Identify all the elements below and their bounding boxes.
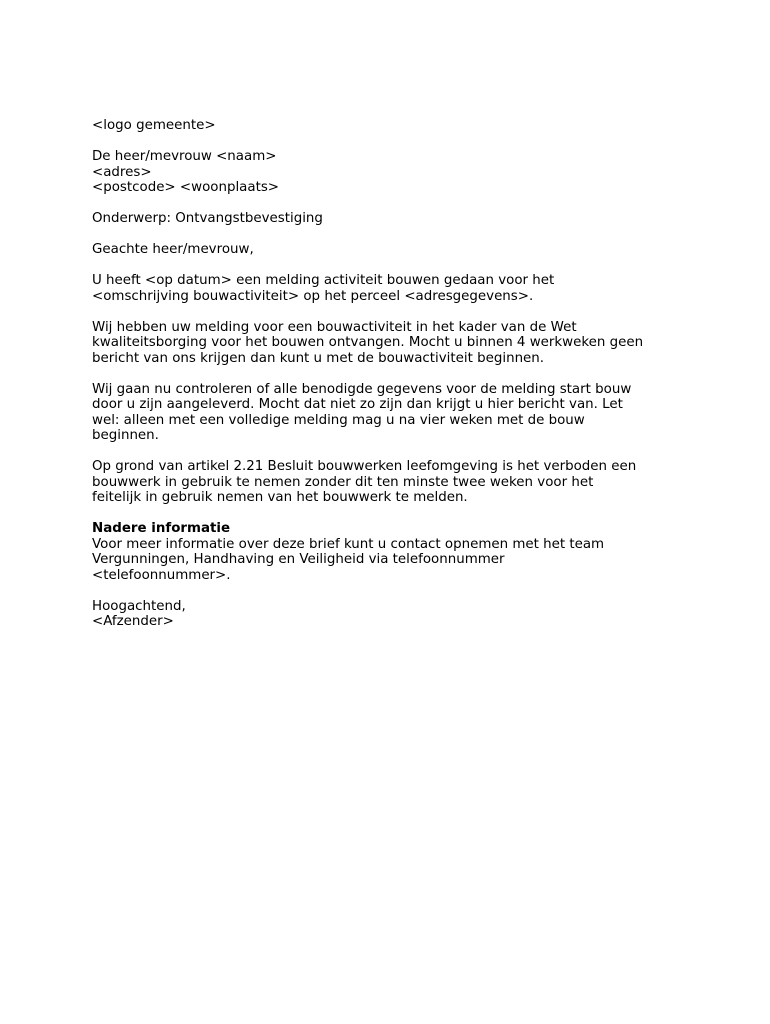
salutation: Geachte heer/mevrouw, [92,242,254,257]
paragraph-line: <omschrijving bouwactiviteit> op het perceel <adresgegevens>. [92,288,534,304]
sender-placeholder: <Afzender> [92,614,174,629]
spacer [92,366,692,382]
spacer [92,196,692,212]
spacer [92,506,692,522]
paragraph-line: feitelijk in gebruik nemen van het bouwwerk te melden. [92,490,468,505]
spacer [92,227,692,243]
spacer [92,444,692,460]
closing: Hoogachtend, [92,598,186,614]
paragraph-line: kwaliteitsborging voor het bouwen ontvangen. Mocht u binnen 4 werkweken geen [92,335,644,350]
paragraph-line: wel: alleen met een volledige melding mag u na vier weken met de bouw [92,412,585,428]
recipient-city: <postcode> <woonplaats> [92,180,280,195]
subject-line: Onderwerp: Ontvangstbevestiging [92,211,323,226]
paragraph-line: bericht van ons krijgen dan kunt u met de bouwactiviteit beginnen. [92,350,545,366]
recipient-block [92,149,692,196]
spacer [92,583,692,599]
spacer [92,304,692,320]
paragraph-line: Vergunningen, Handhaving en Veiligheid via telefoonnummer [92,552,505,567]
paragraph-line: Op grond van artikel 2.21 Besluit bouwwerken leefomgeving is het verboden een [92,459,637,474]
spacer [92,258,692,274]
logo-placeholder: <logo gemeente> [92,118,216,133]
paragraph-2 [92,320,692,367]
recipient-address: <adres> [92,164,152,180]
paragraph-1 [92,273,692,304]
paragraph-line: door u zijn aangeleverd. Mocht dat niet zo zijn dan krijgt u hier bericht van. Let [92,397,623,412]
paragraph-line: Wij hebben uw melding voor een bouwactiviteit in het kader van de Wet [92,319,577,335]
letter-body [92,118,692,630]
paragraph-line: beginnen. [92,428,159,443]
paragraph-line: bouwwerk in gebruik te nemen zonder dit ten minste twee weken voor het [92,474,594,490]
paragraph-line: <telefoonnummer>. [92,567,231,583]
info-heading: Nadere informatie [92,521,231,536]
paragraph-line: Voor meer informatie over deze brief kunt u contact opnemen met het team [92,536,605,552]
info-section [92,521,692,583]
paragraph-4 [92,459,692,506]
recipient-name: De heer/mevrouw <naam> [92,149,277,164]
paragraph-3 [92,382,692,444]
paragraph-line: Wij gaan nu controleren of alle benodigde gegevens voor de melding start bouw [92,381,632,397]
paragraph-line: U heeft <op datum> een melding activiteit bouwen gedaan voor het [92,273,555,288]
spacer [92,134,692,150]
